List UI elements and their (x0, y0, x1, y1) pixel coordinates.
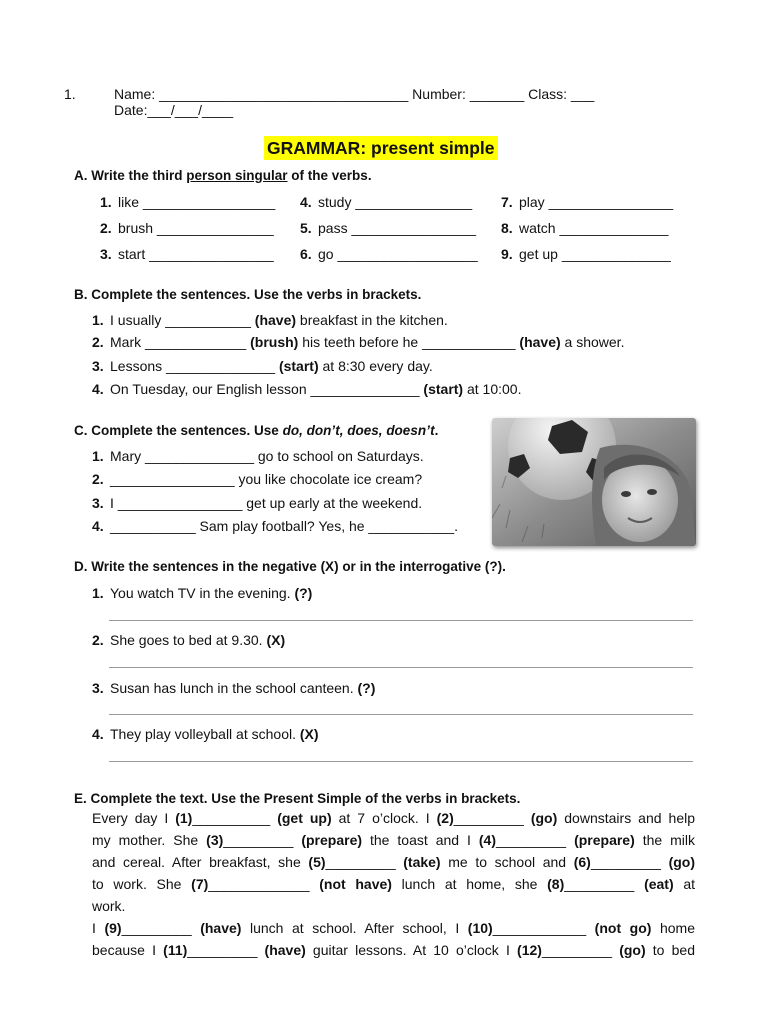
verb-cue: (not have) (319, 876, 392, 892)
text-segment: __________ (192, 810, 278, 826)
section-c-heading: C. Complete the sentences. Use do, don’t, does, doesn’t. (74, 423, 439, 438)
section-b-item[interactable]: 3. Lessons ______________ (start) at 8:30 every day. (92, 358, 433, 374)
text-segment: work. (92, 898, 126, 914)
text-segment: _________ (453, 810, 531, 826)
verb-cue: (not go) (594, 920, 652, 936)
verb-cue: (1) (175, 810, 193, 826)
text-segment: _________ (496, 832, 575, 848)
section-c-item[interactable]: 4. ___________ Sam play football? Yes, he ___________. (92, 518, 458, 534)
section-e-text[interactable] (92, 807, 695, 961)
text-segment: _____________ (208, 876, 320, 892)
verb-cue: (7) (191, 876, 209, 892)
section-a-item[interactable]: 6. go __________________ (300, 246, 478, 262)
text-line (92, 917, 695, 939)
verb-cue: (prepare) (574, 832, 635, 848)
verb-cue: (take) (403, 854, 441, 870)
text-segment: _________ (223, 832, 302, 848)
verb-cue: (2) (436, 810, 454, 826)
text-segment: _________ (564, 876, 645, 892)
text-segment: _________ (187, 942, 265, 958)
text-segment: at (673, 876, 696, 892)
answer-line[interactable] (109, 714, 693, 715)
section-d-item: 3. Susan has lunch in the school canteen. (?) (92, 680, 376, 696)
text-line (92, 807, 695, 829)
exercise-number: 1. (64, 86, 76, 102)
boy-with-football-photo (492, 418, 696, 546)
text-segment: to bed (645, 942, 695, 958)
text-segment: _________ (541, 942, 620, 958)
verb-cue: (9) (104, 920, 122, 936)
section-c-item[interactable]: 2. ________________ you like chocolate ice cream? (92, 471, 423, 487)
verb-cue: (4) (478, 832, 497, 848)
text-segment: _________ (590, 854, 669, 870)
verb-cue: (go) (530, 810, 558, 826)
section-a-heading: A. Write the third person singular of the verbs. (74, 168, 372, 183)
text-segment: lunch at school. After school, I (241, 920, 468, 936)
text-segment: I (92, 920, 105, 936)
verb-cue: (5) (308, 854, 326, 870)
worksheet-title: GRAMMAR: present simple (264, 136, 498, 160)
section-a-item[interactable]: 9. get up ______________ (501, 246, 671, 262)
answer-line[interactable] (109, 761, 693, 762)
text-segment: Every day I (92, 810, 176, 826)
text-segment: _________ (325, 854, 404, 870)
section-d-item: 1. You watch TV in the evening. (?) (92, 585, 313, 601)
section-b-item[interactable]: 4. On Tuesday, our English lesson ______________ (start) at 10:00. (92, 381, 522, 397)
section-d-item: 2. She goes to bed at 9.30. (X) (92, 632, 286, 648)
verb-cue: (6) (573, 854, 591, 870)
section-a-item[interactable]: 7. play ________________ (501, 194, 674, 210)
verb-cue: (11) (163, 942, 188, 958)
verb-cue: (eat) (644, 876, 674, 892)
date-line[interactable]: Date:___/___/____ (114, 102, 234, 118)
verb-cue: (8) (547, 876, 565, 892)
verb-cue: (12) (517, 942, 542, 958)
section-b-heading: B. Complete the sentences. Use the verbs in brackets. (74, 287, 422, 302)
text-segment: to work. She (92, 876, 192, 892)
section-c-item[interactable]: 3. I ________________ get up early at the weekend. (92, 495, 423, 511)
text-segment: ____________ (492, 920, 595, 936)
verb-cue: (3) (206, 832, 224, 848)
verb-cue: (go) (668, 854, 696, 870)
text-segment: the toast and I (362, 832, 479, 848)
verb-cue: (have) (200, 920, 242, 936)
text-segment: home (651, 920, 695, 936)
verb-cue: (get up) (277, 810, 332, 826)
text-line (92, 873, 695, 895)
text-line (92, 895, 695, 917)
answer-line[interactable] (109, 620, 693, 621)
section-a-item[interactable]: 1. like _________________ (100, 194, 276, 210)
section-a-item[interactable]: 2. brush _______________ (100, 220, 274, 236)
verb-cue: (have) (264, 942, 306, 958)
section-a-item[interactable]: 4. study _______________ (300, 194, 473, 210)
section-a-item[interactable]: 5. pass ________________ (300, 220, 477, 236)
section-c-item[interactable]: 1. Mary ______________ go to school on Saturdays. (92, 448, 424, 464)
section-d-heading: D. Write the sentences in the negative (X) or in the interrogative (?). (74, 559, 506, 574)
text-segment: my mother. She (92, 832, 207, 848)
text-segment: me to school and (440, 854, 574, 870)
text-line (92, 829, 695, 851)
text-segment: downstairs and help (557, 810, 695, 826)
verb-cue: (prepare) (301, 832, 363, 848)
text-segment: and cereal. After breakfast, she (92, 854, 309, 870)
text-segment: at 7 o’clock. I (331, 810, 437, 826)
text-segment: because I (92, 942, 164, 958)
text-segment: _________ (121, 920, 201, 936)
name-number-class-line[interactable]: Name: ________________________________ Number: _______ Class: ___ (114, 86, 595, 102)
section-b-item[interactable]: 1. I usually ___________ (have) breakfast in the kitchen. (92, 312, 448, 328)
section-d-item: 4. They play volleyball at school. (X) (92, 726, 319, 742)
section-b-item[interactable]: 2. Mark _____________ (brush) his teeth before he ____________ (have) a shower. (92, 334, 625, 350)
section-a-item[interactable]: 3. start ________________ (100, 246, 274, 262)
verb-cue: (go) (619, 942, 646, 958)
verb-cue: (10) (467, 920, 493, 936)
text-segment: lunch at home, she (391, 876, 548, 892)
answer-line[interactable] (109, 667, 693, 668)
section-a-item[interactable]: 8. watch ______________ (501, 220, 669, 236)
section-e-heading: E. Complete the text. Use the Present Simple of the verbs in brackets. (74, 791, 521, 806)
text-segment: guitar lessons. At 10 o’clock I (305, 942, 518, 958)
text-line (92, 939, 695, 961)
text-segment: the milk (634, 832, 696, 848)
text-line (92, 851, 695, 873)
